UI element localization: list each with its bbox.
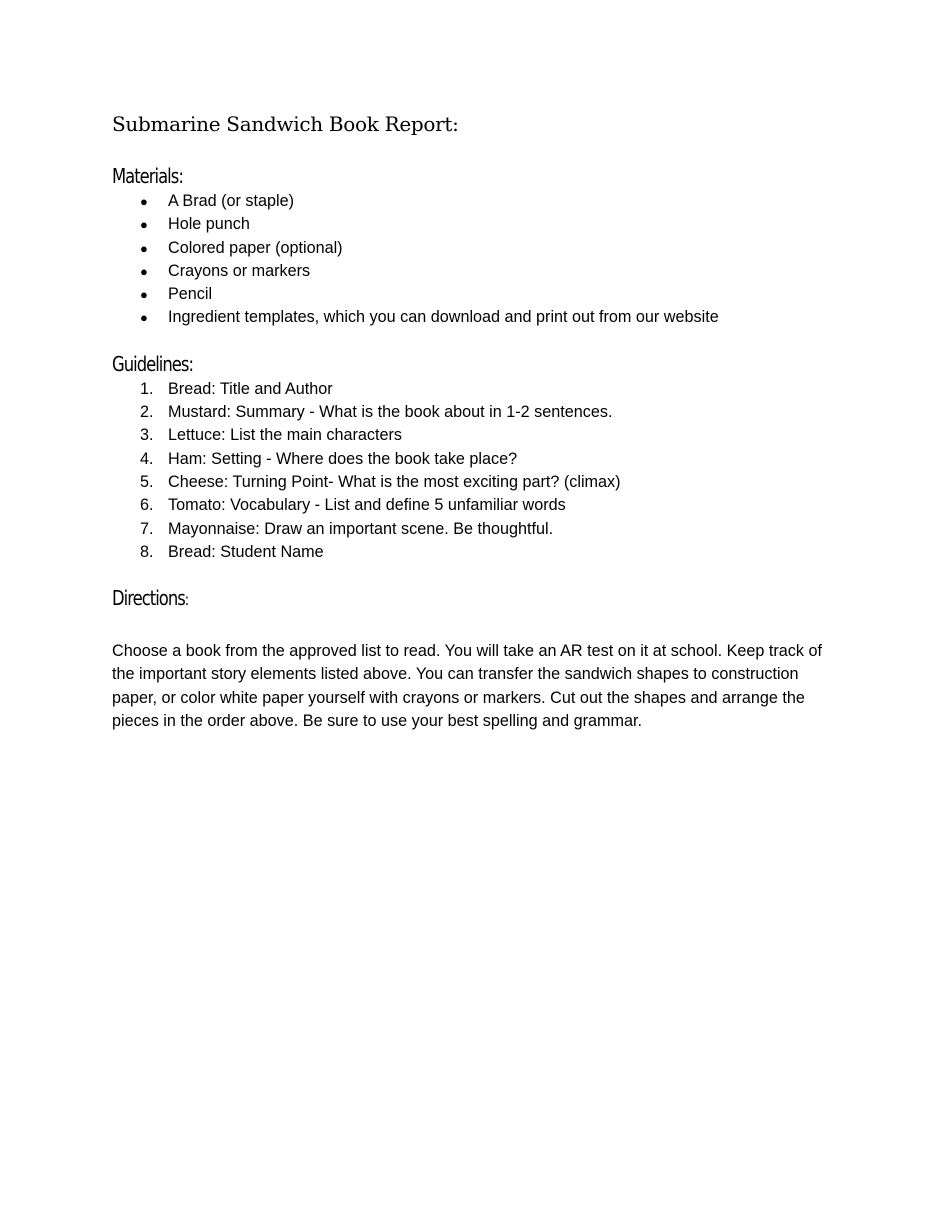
list-item — [112, 190, 832, 213]
list-item — [112, 378, 832, 401]
list-number: 3. — [140, 426, 154, 445]
list-item-text: Hole punch — [168, 215, 250, 234]
list-number: 5. — [140, 472, 154, 491]
bullet-icon: ● — [140, 217, 148, 233]
list-item-text: Lettuce: List the main characters — [168, 426, 402, 445]
directions-heading — [112, 584, 702, 614]
list-number: 7. — [140, 519, 154, 538]
bullet-icon: ● — [140, 310, 148, 326]
list-item — [112, 471, 832, 494]
list-item-text: Mayonnaise: Draw an important scene. Be thoughtful. — [168, 519, 554, 538]
list-item-text: Ham: Setting - Where does the book take place? — [168, 449, 518, 468]
bullet-icon: ● — [140, 263, 148, 279]
bullet-icon: ● — [140, 194, 148, 209]
list-item-text: Colored paper (optional) — [168, 238, 343, 257]
list-number: 1. — [140, 379, 154, 398]
list-item-text: A Brad (or staple) — [168, 192, 294, 210]
list-item — [112, 448, 832, 471]
materials-list — [112, 190, 832, 330]
list-number: 8. — [140, 542, 154, 561]
list-number: 6. — [140, 496, 154, 515]
list-item — [112, 401, 832, 424]
list-item-text: Ingredient templates, which you can download and print out from our website — [168, 308, 719, 327]
list-item — [112, 283, 832, 306]
list-item — [112, 260, 832, 283]
list-item-text: Cheese: Turning Point- What is the most exciting part? (climax) — [168, 472, 621, 491]
directions-heading-colon: : — [184, 590, 190, 610]
list-item-text: Tomato: Vocabulary - List and define 5 unfamiliar words — [168, 496, 566, 515]
list-item — [112, 306, 832, 329]
list-item — [112, 541, 832, 564]
list-item — [112, 518, 832, 541]
list-number: 4. — [140, 449, 154, 468]
list-item — [112, 424, 832, 447]
list-item — [112, 237, 832, 260]
list-item-text: Bread: Title and Author — [168, 379, 333, 398]
directions-paragraph: Choose a book from the approved list to read. You will take an AR test on it at school. Keep track of the important story elements listed above. You can transfer the sandwich shapes to construction paper, or color white paper yourself with crayons or markers. Cut out the shapes and arrange the pieces in the order above. Be sure to use your best spelling and grammar. — [112, 642, 822, 731]
bullet-icon: ● — [140, 240, 148, 256]
document-title: Submarine Sandwich Book Report: — [112, 112, 459, 136]
list-item-text: Bread: Student Name — [168, 542, 324, 561]
list-item-text: Mustard: Summary - What is the book about in 1-2 sentences. — [168, 403, 613, 422]
guidelines-heading: Guidelines: — [112, 351, 194, 376]
directions-heading-text: Directions — [112, 586, 185, 611]
list-item — [112, 213, 832, 236]
list-item — [112, 494, 832, 517]
list-item-text: Pencil — [168, 285, 213, 304]
list-item-text: Crayons or markers — [168, 261, 311, 280]
materials-heading: Materials: — [112, 164, 183, 188]
bullet-icon: ● — [140, 287, 148, 303]
document-content — [112, 108, 832, 733]
list-number: 2. — [140, 403, 154, 422]
guidelines-list — [112, 378, 832, 564]
